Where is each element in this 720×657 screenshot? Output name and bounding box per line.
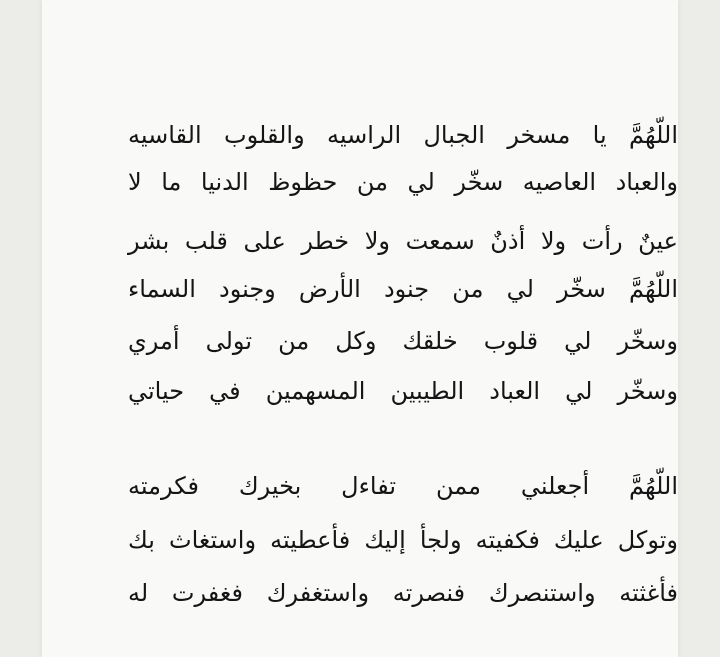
poem-line: وسخّر لي العباد الطيبين المسهمين في حياتي	[128, 377, 678, 405]
poem-line: اللّهُمَّ أجعلني ممن تفاءل بخيرك فكرمته	[128, 472, 678, 500]
poem-line: والعباد العاصيه سخّر لي من حظوظ الدنيا ما لا	[128, 168, 678, 196]
poem-line: وتوكل عليك فكفيته ولجأ إليك فأعطيته واستغاث بك	[128, 526, 678, 554]
poem-line: اللّهُمَّ سخّر لي من جنود الأرض وجنود السماء	[128, 275, 678, 303]
poem-line: فأغثته واستنصرك فنصرته واستغفرك فغفرت له	[128, 579, 678, 607]
poem-line: اللّهُمَّ يا مسخر الجبال الراسيه والقلوب القاسيه	[128, 121, 678, 149]
poem-line: عينٌ رأت ولا أذنٌ سمعت ولا خطر على قلب بشر	[128, 227, 678, 255]
poem-line: وسخّر لي قلوب خلقك وكل من تولى أمري	[128, 327, 678, 355]
text-card	[42, 0, 678, 657]
